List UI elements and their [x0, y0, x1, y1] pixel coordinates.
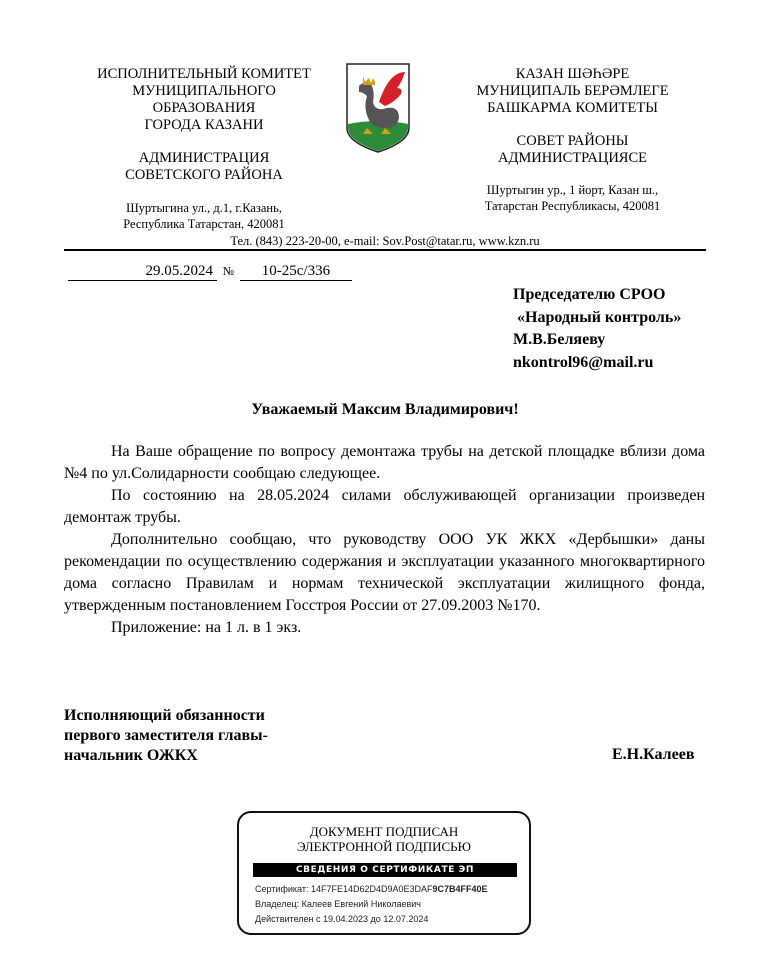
- certificate-id-plain: 14F7FE14D62D4D9A0E3DAF: [310, 884, 433, 894]
- signatory-name: Е.Н.Калеев: [612, 746, 695, 763]
- header-left: [70, 66, 338, 184]
- position-line: первого заместителя главы-: [64, 727, 268, 744]
- admin-name-line: АДМИНИСТРАЦИЯ: [138, 150, 270, 166]
- signatory-position: [64, 706, 268, 766]
- body-paragraph: Приложение: на 1 л. в 1 экз.: [111, 619, 302, 636]
- address-line: Республика Татарстан, 420081: [123, 217, 285, 231]
- registration-date: 29.05.2024: [68, 263, 217, 281]
- position-line: начальник ОЖКХ: [64, 747, 198, 764]
- recipient-email[interactable]: nkontrol96@mail.ru: [513, 353, 654, 371]
- registration-number: 10-25с/336: [240, 263, 352, 281]
- header-right-address: [450, 182, 695, 214]
- certificate-validity: Действителен с 19.04.2023 до 12.07.2024: [255, 914, 429, 924]
- certificate-label: Сертификат:: [255, 884, 311, 894]
- org-name-line: БАШКАРМА КОМИТЕТЫ: [487, 100, 658, 116]
- letter-body: [64, 441, 705, 639]
- certificate-info-bar: СВЕДЕНИЯ О СЕРТИФИКАТЕ ЭП: [253, 863, 517, 877]
- recipient-block: [513, 284, 681, 374]
- org-name-line: МУНИЦИПАЛЬ БЕРӘМЛЕГЕ: [476, 83, 669, 99]
- recipient-line: М.В.Беляеву: [513, 331, 606, 348]
- stamp-title-line: ЭЛЕКТРОННОЙ ПОДПИСЬЮ: [297, 839, 471, 854]
- admin-name-line: СОВЕТСКОГО РАЙОНА: [125, 167, 283, 183]
- body-paragraph: По состоянию на 28.05.2024 силами обслуживающей организации произведен демонтаж трубы.: [64, 487, 705, 526]
- address-line: Шуртыгин ур., 1 йорт, Казан ш.,: [486, 183, 659, 197]
- admin-name-line: АДМИНИСТРАЦИЯСЕ: [497, 150, 648, 166]
- certificate-details: [255, 882, 488, 927]
- body-paragraph: На Ваше обращение по вопросу демонтажа трубы на детской площадке вблизи дома №4 по ул.Солидарности сообщаю следующее.: [64, 443, 705, 482]
- certificate-id: [255, 882, 488, 897]
- greeting: Уважаемый Максим Владимирович!: [251, 401, 519, 418]
- registration-line: [68, 263, 352, 281]
- stamp-title-line: ДОКУМЕНТ ПОДПИСАН: [309, 824, 459, 839]
- recipient-line: Председателю СРОО: [513, 286, 666, 303]
- org-name-line: МУНИЦИПАЛЬНОГО: [132, 83, 276, 99]
- e-signature-stamp: [237, 811, 531, 935]
- org-name-line: ИСПОЛНИТЕЛЬНЫЙ КОМИТЕТ: [97, 66, 311, 82]
- certificate-id-bold: 9C7B4FF40E: [432, 884, 488, 894]
- recipient-line: «Народный контроль»: [513, 308, 682, 326]
- header-divider: [64, 249, 706, 251]
- contact-line: Тел. (843) 223-20-00, e-mail: Sov.Post@tatar.ru, www.kzn.ru: [230, 234, 540, 248]
- admin-name-line: СОВЕТ РАЙОНЫ: [516, 133, 629, 149]
- kazan-coat-of-arms-icon: [345, 62, 411, 154]
- position-line: Исполняющий обязанности: [64, 707, 265, 724]
- org-name-line: ГОРОДА КАЗАНИ: [144, 117, 264, 133]
- stamp-title: [239, 824, 529, 854]
- org-name-line: КАЗАН ШӘҺӘРЕ: [515, 66, 630, 82]
- address-line: Шуртыгина ул., д.1, г.Казань,: [126, 201, 282, 215]
- address-line: Татарстан Республикасы, 420081: [484, 199, 661, 213]
- header-left-address: [70, 200, 338, 232]
- certificate-owner: Владелец: Калеев Евгений Николаевич: [255, 899, 421, 909]
- org-name-line: ОБРАЗОВАНИЯ: [152, 100, 256, 116]
- header-right: [450, 66, 695, 167]
- body-paragraph: Дополнительно сообщаю, что руководству ООО УК ЖКХ «Дербышки» даны рекомендации по осуществлению содержания и эксплуатации указанного многоквартирного дома согласно Правилам и нормам технической эксплуатации жилищного фонда, утвержденным постановлением Госстроя России от 27.09.2003 №170.: [64, 531, 705, 614]
- number-sign: №: [222, 264, 235, 278]
